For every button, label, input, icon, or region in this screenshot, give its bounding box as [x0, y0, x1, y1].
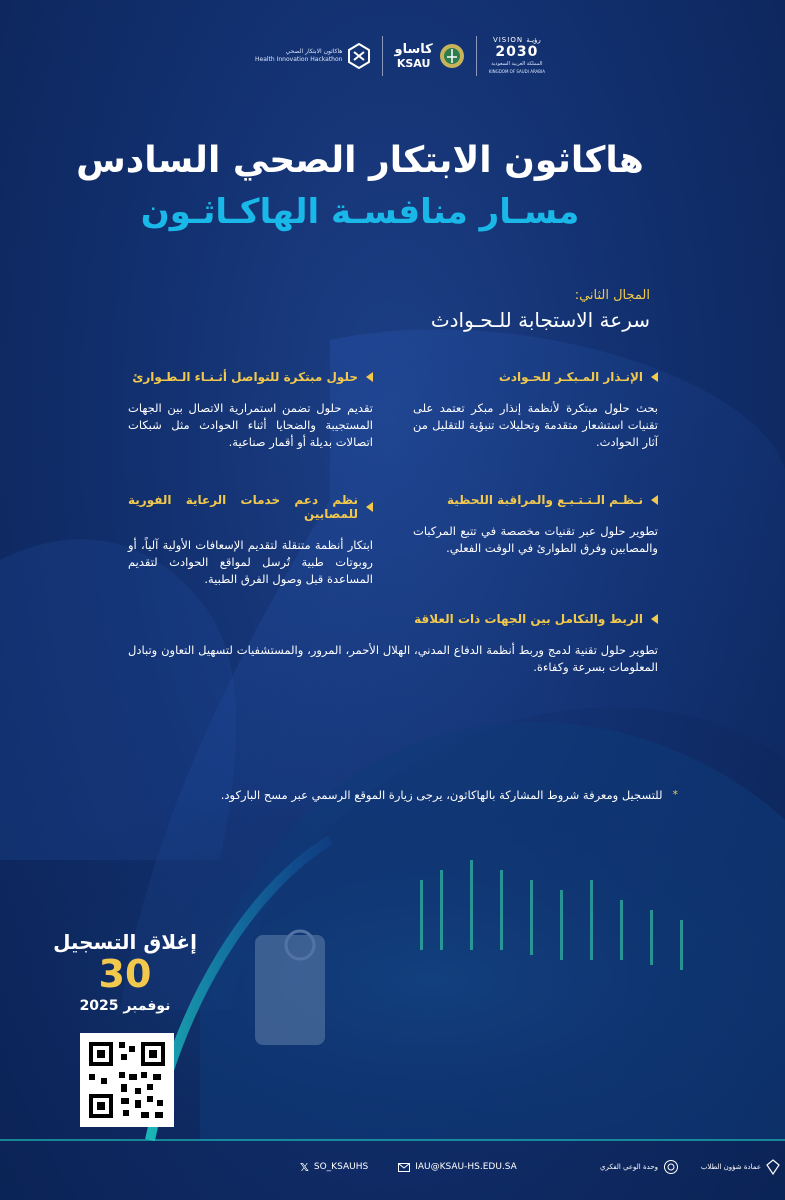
bullet-arrow-icon	[651, 495, 658, 505]
mail-icon	[398, 1163, 410, 1172]
hackathon-logo-ar: هاكاثون الابتكار الصحي	[285, 48, 343, 55]
item-body: تقديم حلول تضمن استمرارية الاتصال بين الجهات المستجيبة والضحايا أثناء الحوادث مثل شبكات اتصالات بديلة أو أقمار صناعية.	[128, 401, 373, 449]
footer-x-link[interactable]	[300, 1161, 368, 1174]
vision-2030-logo	[489, 36, 545, 76]
vision-sub: المملكة العربية السعودية	[491, 61, 543, 67]
bullet-arrow-icon	[651, 372, 658, 382]
bullet-arrow-icon	[366, 502, 373, 512]
item-heading: الربط والتكامل بين الجهات ذات العلاقة	[414, 612, 643, 626]
item-integration	[128, 612, 658, 676]
item-heading: حلول مبتكرة للتواصل أثـنـاء الـطـوارئ	[132, 370, 358, 384]
x-logo-icon: 𝕏	[300, 1160, 309, 1174]
footer-email-link[interactable]	[398, 1162, 517, 1172]
item-body: ابتكار أنظمة متنقلة لتقديم الإسعافات الأولية آلياً، أو روبوتات طبية تُرسل لمواقع الحوادث لتقديم المساعدة قبل وصول الفرق الطبية.	[128, 538, 373, 586]
hackathon-mark-icon	[348, 43, 370, 69]
page-title: هاكاثون الابتكار الصحي السادس	[76, 140, 644, 181]
registration-close-day: 30	[98, 952, 152, 996]
logo-divider	[476, 36, 477, 76]
hackathon-logo	[255, 43, 370, 69]
domain-title: سرعة الاستجابة للـحـوادث	[430, 308, 650, 332]
footer-logo2-text: وحدة الوعي الفكري	[600, 1163, 659, 1171]
item-body: بحث حلول مبتكرة لأنظمة إنذار مبكر تعتمد على تقنيات استشعار متقدمة وتحليلات تنبؤية للتقليل من آثار الحوادث.	[413, 401, 658, 449]
registration-close-label: إغلاق التسجيل	[53, 930, 197, 954]
note-text: للتسجيل ومعرفة شروط المشاركة بالهاكاثون، يرجى زيارة الموقع الرسمي عبر مسح الباركود.	[220, 788, 663, 802]
ksau-emblem-icon	[439, 43, 465, 69]
qr-code[interactable]	[80, 1033, 174, 1127]
footer-logo1-text: عمادة شؤون الطلاب	[700, 1163, 761, 1171]
item-immediate-care	[128, 493, 373, 588]
item-tracking-monitoring	[413, 493, 658, 557]
vision-label: VISION	[492, 36, 524, 44]
item-early-warning	[413, 370, 658, 451]
registration-note	[148, 788, 678, 802]
domain-label: المجال الثاني:	[574, 288, 650, 303]
registration-close-month: نوفمبر 2025	[79, 998, 171, 1014]
intellectual-awareness-logo	[600, 1159, 679, 1175]
note-marker: *	[672, 788, 678, 801]
email-address: IAU@KSAU-HS.EDU.SA	[415, 1162, 517, 1172]
item-heading: نـظـم الـتـتـبـع والمراقبة اللحظية	[446, 493, 643, 507]
vision-arabic: رؤيـة	[526, 36, 541, 44]
item-body: تطوير حلول عبر تقنيات مخصصة في تتبع المركبات والمصابين وفرق الطوارئ في الوقت الفعلي.	[413, 524, 658, 555]
footer-logos	[600, 1152, 780, 1182]
header-logos	[255, 32, 545, 80]
student-affairs-logo	[701, 1159, 780, 1175]
x-handle: SO_KSAUHS	[313, 1162, 369, 1172]
ksau-logo	[395, 42, 465, 70]
page-subtitle: مسـار منافسـة الهاكـاثـون	[140, 192, 580, 232]
ksau-arabic: كاساو	[394, 42, 433, 57]
hackathon-logo-en: Health Innovation Hackathon	[255, 56, 343, 63]
awareness-emblem-icon	[663, 1159, 679, 1175]
vision-sub-en: KINGDOM OF SAUDI ARABIA	[488, 69, 545, 74]
footer-contacts	[300, 1157, 517, 1177]
ksau-en: KSAU	[396, 57, 431, 70]
bullet-arrow-icon	[366, 372, 373, 382]
qr-code-icon	[80, 1033, 174, 1127]
student-affairs-emblem-icon	[766, 1159, 780, 1175]
item-heading: الإنـذار المـبكـر للحـوادث	[498, 370, 643, 384]
vision-year: 2030	[495, 44, 539, 60]
bullet-arrow-icon	[651, 614, 658, 624]
item-emergency-communication	[128, 370, 373, 451]
item-heading: نظم دعم خدمات الرعاية الفورية للمصابين	[128, 493, 358, 521]
logo-divider	[382, 36, 383, 76]
item-body: تطوير حلول تقنية لدمج وربط أنظمة الدفاع المدني، الهلال الأحمر، المرور، والمستشفيات لتسهيل التعاون وتبادل المعلومات بسرعة وكفاءة.	[128, 643, 658, 674]
